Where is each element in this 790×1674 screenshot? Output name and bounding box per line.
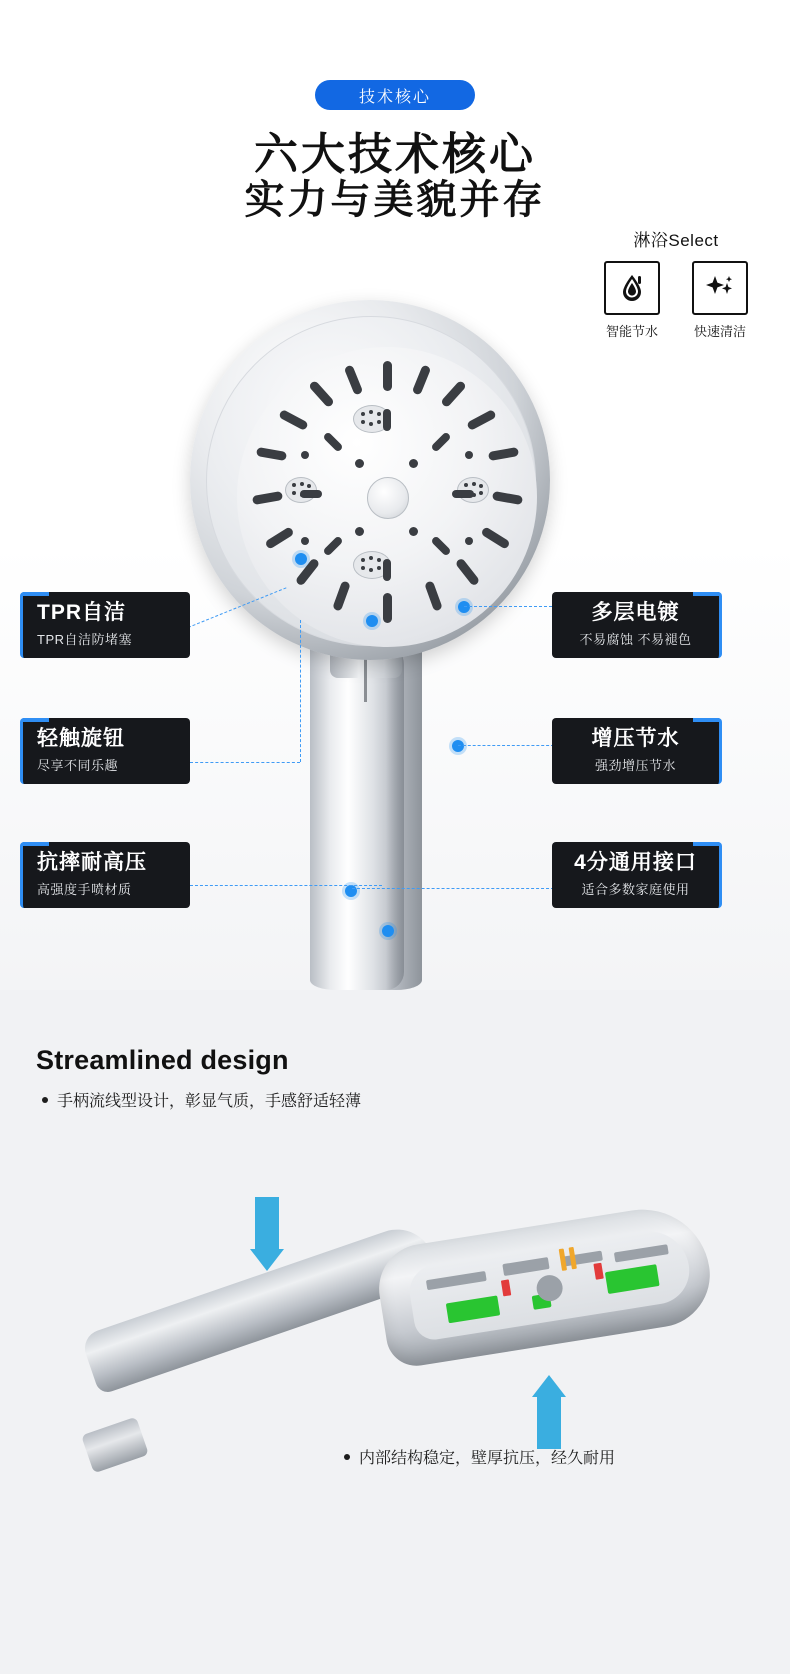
- feature-sub-pressure: 强劲增压节水: [594, 758, 676, 774]
- select-item-water-saving: [598, 261, 666, 340]
- bullet-dot-icon: [42, 1097, 48, 1103]
- feature-sub-tpr: TPR自洁防堵塞: [37, 632, 133, 648]
- leader-knob: [190, 762, 300, 763]
- bullet-dot-icon: [344, 1454, 350, 1460]
- shower-select-block: [598, 226, 754, 340]
- shower-handle-shading: [386, 646, 404, 990]
- feature-title-plating: 多层电镀: [591, 601, 680, 624]
- feature-title-pressure: 增压节水: [591, 727, 680, 750]
- arrow-up-icon: [532, 1375, 566, 1449]
- feature-card-knob: [20, 718, 190, 784]
- feature-sub-connector: 适合多数家庭使用: [581, 882, 690, 898]
- select-label-water-saving: 智能节水: [605, 324, 658, 339]
- select-item-fast-clean: [686, 261, 754, 340]
- hotspot-knob: [366, 615, 378, 627]
- feature-card-pressure: [552, 718, 722, 784]
- feature-card-plating: [552, 592, 722, 658]
- center-outlet: [367, 477, 409, 519]
- leader-connector: [352, 888, 554, 889]
- arrow-down-icon: [250, 1197, 284, 1271]
- headline-primary: 六大技术核心: [254, 130, 536, 179]
- tech-core-badge: 技术核心: [315, 80, 475, 110]
- cutaway-thread-end: [81, 1417, 149, 1474]
- feature-card-durable: [20, 842, 190, 908]
- streamlined-bullet-2-text: 内部结构稳定，壁厚抗压，经久耐用: [359, 1450, 616, 1467]
- sparkle-icon: [692, 261, 748, 315]
- shower-select-title: 淋浴Select: [633, 231, 719, 250]
- shower-head-ring: [206, 316, 536, 646]
- feature-title-durable: 抗摔耐高压: [37, 851, 147, 874]
- hotspot-tpr: [295, 553, 307, 565]
- streamlined-design-section: [0, 990, 790, 1674]
- feature-title-connector: 4分通用接口: [574, 851, 697, 874]
- headline-secondary: 实力与美貌并存: [244, 178, 546, 222]
- leader-knob-vert: [300, 620, 301, 762]
- shower-face: [237, 347, 537, 647]
- streamlined-bullet-2: [344, 1445, 615, 1468]
- feature-sub-durable: 高强度手喷材质: [37, 882, 132, 898]
- water-drop-icon: [604, 261, 660, 315]
- feature-sub-plating: 不易腐蚀 不易褪色: [579, 632, 692, 648]
- cutaway-illustration: [80, 1185, 720, 1455]
- hotspot-connector: [345, 885, 357, 897]
- hotspot-pressure: [452, 740, 464, 752]
- feature-card-tpr: [20, 592, 190, 658]
- streamlined-bullet-1-text: 手柄流线型设计，彰显气质，手感舒适轻薄: [57, 1093, 362, 1110]
- feature-title-knob: 轻触旋钮: [37, 727, 125, 750]
- hotspot-plating: [458, 601, 470, 613]
- shower-head-illustration: [190, 300, 570, 990]
- streamlined-bullet-1: [42, 1088, 361, 1111]
- feature-card-connector: [552, 842, 722, 908]
- feature-sub-knob: 尽享不同乐趣: [37, 758, 119, 774]
- feature-title-tpr: TPR自洁: [37, 601, 126, 624]
- leader-durable: [190, 885, 382, 886]
- select-label-fast-clean: 快速清洁: [693, 324, 746, 339]
- leader-plating: [464, 606, 552, 607]
- hotspot-durable: [382, 925, 394, 937]
- streamlined-title: Streamlined design: [36, 1045, 289, 1075]
- leader-pressure: [458, 745, 554, 746]
